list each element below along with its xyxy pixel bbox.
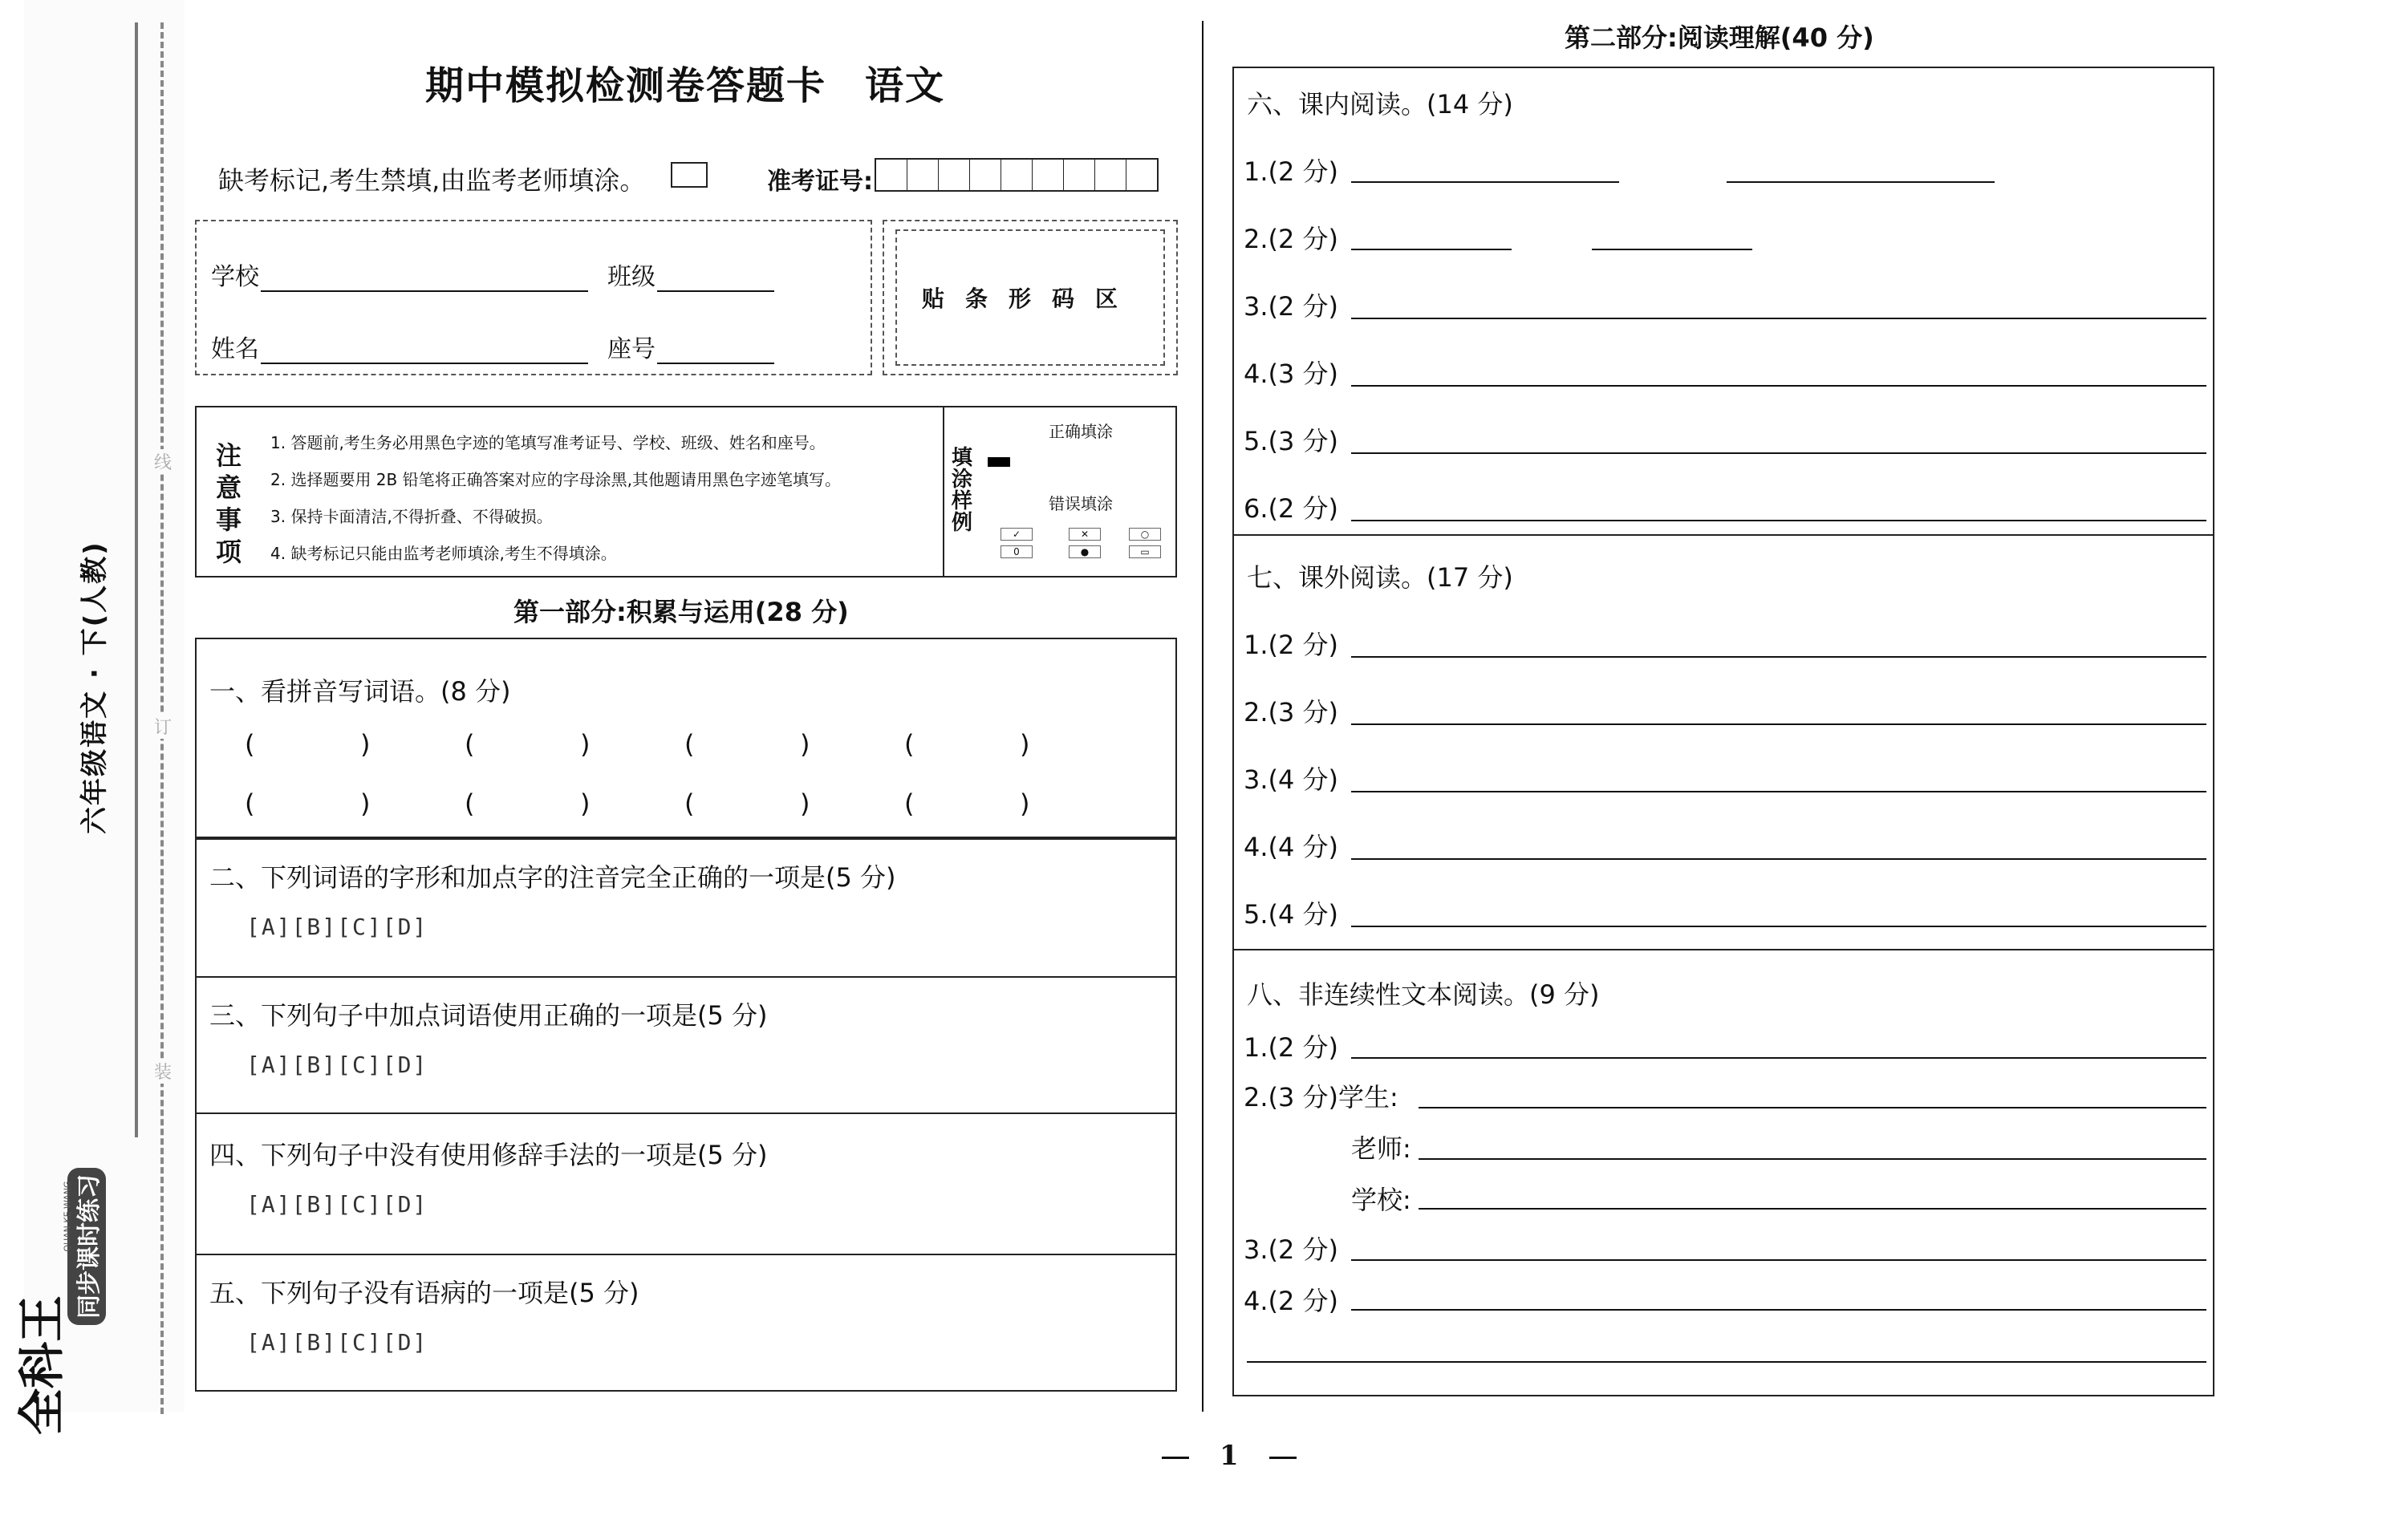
answer-line[interactable] (1351, 656, 2206, 658)
word-blank[interactable] (245, 788, 465, 819)
class-input[interactable] (657, 270, 774, 292)
paren-close: ) (580, 788, 591, 819)
paren-close: ) (800, 729, 810, 760)
student-info-box (195, 220, 872, 375)
paren-close: ) (580, 729, 591, 760)
answer-label: 1.(2 分) (1244, 1032, 1339, 1063)
answer-line[interactable] (1351, 791, 2206, 792)
part-one-title: 第一部分:积累与运用(28 分) (513, 597, 849, 627)
section-divider (1234, 534, 2213, 536)
seat-label: 座号 (607, 335, 656, 363)
answer-line[interactable] (1351, 858, 2206, 860)
cut-label-xian: 线 (151, 449, 175, 474)
question-title: 四、下列句子中没有使用修辞手法的一项是(5 分) (209, 1140, 768, 1170)
cross-mark-icon: ✕ (1069, 528, 1101, 541)
page-title (425, 55, 945, 110)
answer-line[interactable] (1351, 452, 2206, 454)
page-number (1131, 1440, 1327, 1472)
correct-fill-mark-icon (988, 457, 1010, 467)
word-blank[interactable] (684, 729, 904, 760)
page-number-text: 1 (1220, 1440, 1239, 1472)
notice-item: 4. 缺考标记只能由监考老师填涂,考生不得填涂。 (270, 544, 617, 563)
subject-text: 语文 (865, 63, 946, 108)
answer-label: 3.(4 分) (1244, 764, 1339, 795)
exam-number-cell[interactable] (1126, 160, 1157, 190)
exam-number-cell[interactable] (1001, 160, 1033, 190)
answer-label: 4.(3 分) (1244, 359, 1339, 389)
answer-label: 5.(4 分) (1244, 899, 1339, 930)
question-title: 三、下列句子中加点词语使用正确的一项是(5 分) (209, 1000, 768, 1031)
class-field[interactable] (607, 257, 774, 292)
exam-number-cell[interactable] (907, 160, 939, 190)
absence-checkbox[interactable] (671, 162, 708, 188)
answer-label: 5.(3 分) (1244, 426, 1339, 456)
answer-label (1244, 1077, 1398, 1114)
barcode-label: 贴条形码区 (921, 286, 1139, 312)
question-4-box (195, 1112, 1177, 1255)
check-mark-icon: ✓ (1001, 528, 1033, 541)
dot-mark-icon: ● (1069, 545, 1101, 558)
school-sublabel: 学校: (1351, 1185, 1411, 1215)
answer-line[interactable] (1351, 926, 2206, 927)
word-blank[interactable] (465, 788, 684, 819)
word-blank[interactable] (245, 729, 465, 760)
name-field[interactable] (211, 329, 588, 364)
paren-close: ) (1020, 788, 1030, 819)
answer-label: 3.(2 分) (1244, 1234, 1339, 1265)
dash-right (1269, 1457, 1297, 1459)
answer-line[interactable] (1727, 181, 1995, 183)
paren-open: ( (684, 729, 695, 760)
answer-line[interactable] (1351, 1057, 2206, 1059)
answer-number: 2.(3 分) (1244, 1082, 1339, 1112)
fill-example-panel (943, 407, 1177, 576)
circle-mark-icon: ○ (1129, 528, 1161, 541)
answer-label: 2.(3 分) (1244, 697, 1339, 727)
answer-label: 1.(2 分) (1244, 156, 1339, 187)
logo-brand: 全科王 (14, 1295, 70, 1436)
blank-row (245, 729, 1124, 760)
notice-item: 1. 答题前,考生务必用黑色字迹的笔填写准考证号、学校、班级、姓名和座号。 (270, 433, 826, 452)
notice-box (195, 406, 1177, 578)
seat-field[interactable] (607, 329, 774, 364)
answer-line[interactable] (1419, 1208, 2206, 1210)
answer-line[interactable] (1592, 249, 1752, 250)
part-two-box (1232, 67, 2214, 1396)
answer-line[interactable] (1351, 1309, 2206, 1311)
question-5-box (195, 1252, 1177, 1392)
correct-fill-label: 正确填涂 (1049, 422, 1113, 441)
barcode-area (883, 220, 1178, 375)
paren-open: ( (465, 788, 475, 819)
answer-line[interactable] (1351, 385, 2206, 387)
title-text: 期中模拟检测卷答题卡 (425, 63, 827, 108)
exam-number-cell[interactable] (1033, 160, 1064, 190)
paren-open: ( (684, 788, 695, 819)
answer-label: 1.(2 分) (1244, 630, 1339, 660)
section-divider (1234, 949, 2213, 950)
dash-left (1162, 1457, 1189, 1459)
section-6-title: 六、课内阅读。(14 分) (1247, 89, 1513, 120)
answer-choices[interactable]: [A][B][C][D] (246, 914, 428, 940)
grade-label: 六年级语文 · 下(人教) (79, 541, 111, 834)
name-label: 姓名 (211, 335, 259, 363)
section-8-title: 八、非连续性文本阅读。(9 分) (1247, 979, 1600, 1010)
question-title: 二、下列词语的字形和加点字的注音完全正确的一项是(5 分) (209, 862, 896, 893)
seat-input[interactable] (657, 342, 774, 364)
teacher-sublabel: 老师: (1351, 1133, 1411, 1164)
notice-item: 3. 保持卡面清洁,不得折叠、不得破损。 (270, 507, 553, 526)
logo-pinyin: QUAN KE WANG (62, 1181, 73, 1252)
class-label: 班级 (607, 263, 656, 291)
exam-number-cell[interactable] (1064, 160, 1095, 190)
answer-line[interactable] (1351, 520, 2206, 521)
paren-open: ( (245, 729, 255, 760)
answer-line[interactable] (1351, 249, 1512, 250)
answer-label: 3.(2 分) (1244, 291, 1339, 322)
paren-close: ) (800, 788, 810, 819)
answer-line[interactable] (1351, 723, 2206, 725)
paren-open: ( (904, 729, 915, 760)
barcode-inner-frame (895, 229, 1165, 366)
cut-label-ding: 订 (151, 714, 175, 739)
brand-logo (14, 1139, 152, 1436)
question-1-box (195, 638, 1177, 840)
answer-choices[interactable]: [A][B][C][D] (246, 1191, 428, 1218)
answer-line[interactable] (1351, 181, 1619, 183)
answer-label: 6.(2 分) (1244, 493, 1339, 524)
answer-line[interactable] (1351, 318, 2206, 319)
absence-label: 缺考标记,考生禁填,由监考老师填涂。 (218, 165, 646, 196)
paren-close: ) (360, 788, 371, 819)
wrong-fill-label: 错误填涂 (1049, 494, 1113, 513)
student-sublabel: 学生: (1338, 1082, 1398, 1112)
word-blank[interactable] (904, 788, 1124, 819)
name-input[interactable] (261, 342, 588, 364)
margin-solid-line (135, 22, 138, 1137)
notice-item: 2. 选择题要用 2B 铅笔将正确答案对应的字母涂黑,其他题请用黑色字迹笔填写。 (270, 470, 841, 489)
exam-number-input[interactable] (875, 158, 1159, 192)
exam-number-cell[interactable] (970, 160, 1001, 190)
part-two-title: 第二部分:阅读理解(40 分) (1565, 22, 1874, 53)
answer-label: 2.(2 分) (1244, 224, 1339, 254)
question-title: 一、看拼音写词语。(8 分) (209, 676, 511, 707)
answer-line[interactable] (1351, 1259, 2206, 1261)
answer-label: 4.(4 分) (1244, 832, 1339, 862)
section-7-title: 七、课外阅读。(17 分) (1247, 562, 1513, 593)
exam-number-cell[interactable] (939, 160, 970, 190)
school-input[interactable] (261, 270, 588, 292)
exam-number-cell[interactable] (1095, 160, 1126, 190)
school-label: 学校 (211, 263, 259, 291)
logo-series: 同步课时练习 (67, 1168, 106, 1325)
partial-mark-icon: 0 (1001, 545, 1033, 558)
question-2-box (195, 837, 1177, 978)
answer-line[interactable] (1419, 1107, 2206, 1108)
word-blank[interactable] (465, 729, 684, 760)
word-blank[interactable] (684, 788, 904, 819)
cut-label-zhuang: 装 (151, 1059, 175, 1084)
answer-choices[interactable]: [A][B][C][D] (246, 1329, 428, 1356)
school-field[interactable] (211, 257, 588, 292)
notice-heading: 注意事项 (215, 440, 242, 567)
answer-line[interactable] (1247, 1361, 2206, 1363)
answer-line[interactable] (1419, 1158, 2206, 1160)
paren-open: ( (904, 788, 915, 819)
paren-close: ) (1020, 729, 1030, 760)
answer-label: 4.(2 分) (1244, 1286, 1339, 1316)
center-divider (1202, 21, 1204, 1412)
paren-close: ) (360, 729, 371, 760)
blank-row (245, 788, 1124, 819)
paren-open: ( (245, 788, 255, 819)
paren-open: ( (465, 729, 475, 760)
exam-number-label: 准考证号: (767, 168, 873, 196)
fill-example-heading: 填涂样例 (951, 446, 972, 535)
question-3-box (195, 975, 1177, 1114)
answer-choices[interactable]: [A][B][C][D] (246, 1052, 428, 1078)
exam-number-cell[interactable] (876, 160, 907, 190)
word-blank[interactable] (904, 729, 1124, 760)
dash-mark-icon: ▭ (1129, 545, 1161, 558)
question-title: 五、下列句子没有语病的一项是(5 分) (209, 1278, 639, 1308)
